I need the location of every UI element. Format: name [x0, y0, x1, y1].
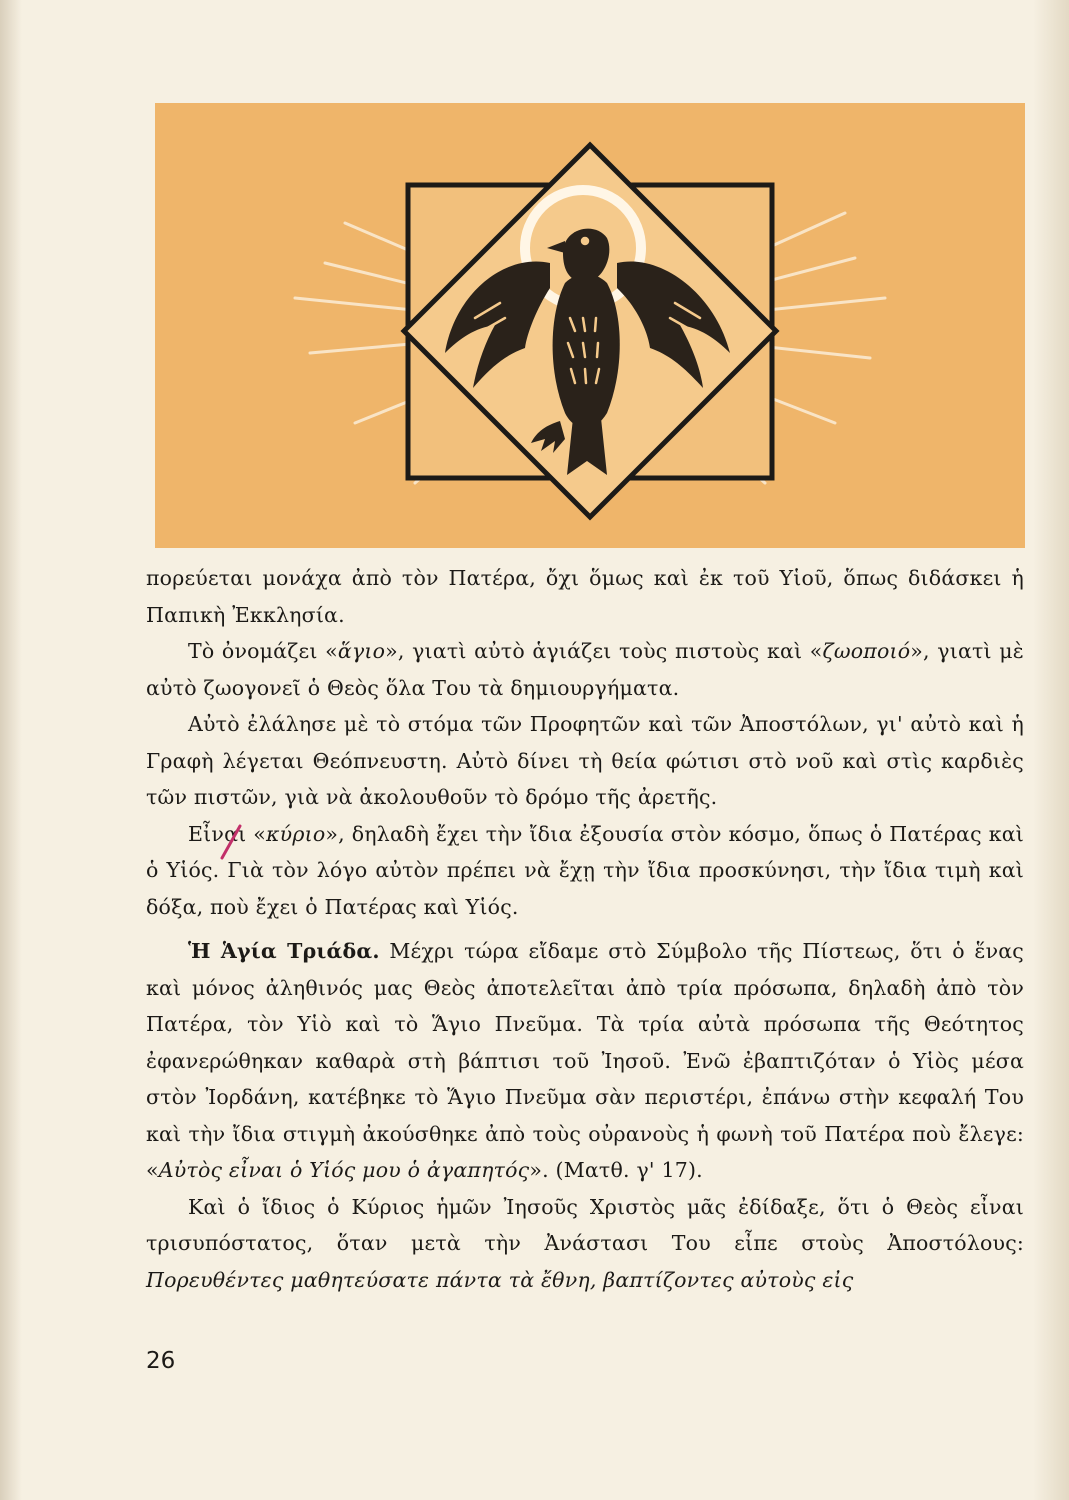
section-heading: Ἡ Ἁγία Τριάδα. [188, 939, 380, 963]
emphasis-text: ἅγιο [337, 639, 386, 663]
paragraph [146, 560, 1024, 633]
emphasis-text: Πορευθέντες μαθητεύσατε πάντα τὰ ἔθνη, βαπτίζοντες αὐτοὺς εἰς [146, 1267, 854, 1292]
pen-mark [218, 822, 248, 862]
paragraph [146, 633, 1024, 706]
text-run: Αὐτὸ ἐλάλησε μὲ τὸ στόμα τῶν Προφητῶν καὶ τῶν Ἀποστόλων, γι' αὐτὸ καὶ ἡ Γραφὴ λέγεται Θεόπνευστη. Αὐτὸ δίνει τὴ θεία φώτισι στὸ νοῦ καὶ στὶς καρδιὲς τῶν πιστῶν, γιὰ νὰ ἀκολουθοῦν τὸ δρόμο τῆς ἀρετῆς. [146, 712, 1024, 809]
text-run: Εἶναι « [188, 821, 267, 846]
text-run: Μέχρι τώρα εἴδαμε στὸ Σύμβολο τῆς Πίστεως, ὅτι ὁ ἕνας καὶ μόνος ἀληθινός μας Θεὸς ἀποτελεῖται ἀπὸ τρία πρόσωπα, δηλαδὴ ἀπὸ τὸν Πατέρα, τὸν Υἱὸ καὶ τὸ Ἅγιο Πνεῦμα. Τὰ τρία αὐτὰ πρόσωπα τῆς Θεότητος ἐφανερώθηκαν καθαρὰ στὴ βάπτισι τοῦ Ἰησοῦ. Ἐνῶ ἐβαπτιζόταν ὁ Υἱὸς μέσα στὸν Ἰορδάνη, κατέβηκε τὸ Ἅγιο Πνεῦμα σὰν περιστέρι, ἐπάνω στὴν κεφαλή Του καὶ τὴν ἴδια στιγμὴ ἀκούσθηκε ἀπὸ τοὺς οὐρανοὺς ἡ φωνὴ τοῦ Πατέρα ποὺ ἔλεγε: « [146, 939, 1024, 1182]
text-run: Τὸ ὀνομάζει « [188, 639, 338, 663]
paragraph [146, 1189, 1024, 1299]
emphasis-text: κύριο [266, 821, 326, 846]
eagle-illustration [155, 103, 1025, 548]
text-run: Καὶ ὁ ἴδιος ὁ Κύριος ἡμῶν Ἰησοῦς Χριστὸς μᾶς ἐδίδαξε, ὅτι ὁ Θεὸς εἶναι τρισυπόστατος, ὅταν μετὰ τὴν Ἀνάστασι Του εἶπε στοὺς Ἀποστόλους: [146, 1194, 1024, 1255]
text-run: », γιατὶ αὐτὸ ἁγιάζει τοὺς πιστοὺς καὶ « [385, 639, 823, 663]
text-run: », δηλαδὴ ἔχει τὴν ἴδια ἐξουσία στὸν κόσμο, ὅπως ὁ Πατέρας καὶ ὁ Υἱός. Γιὰ τὸν λόγο αὐτὸν πρέπει νὰ ἔχῃ τὴν ἴδια προσκύνησι, τὴν ἴδια τιμὴ καὶ δόξα, ποὺ ἔχει ὁ Πατέρας καὶ Υἱός. [146, 821, 1024, 919]
body-text [146, 560, 1024, 1298]
page-edge-shadow [1033, 0, 1069, 1500]
eagle-icon [155, 103, 1025, 548]
text-run: ». (Ματθ. γ' 17). [529, 1158, 703, 1182]
emphasis-text: ζωοποιό [822, 639, 911, 663]
paragraph [146, 933, 1024, 1189]
emphasis-text: Αὐτὸς εἶναι ὁ Υἱός μου ὁ ἀγαπητός [158, 1158, 530, 1182]
page-number: 26 [146, 1348, 176, 1374]
text-run: πορεύεται μονάχα ἀπὸ τὸν Πατέρα, ὄχι ὅμως καὶ ἐκ τοῦ Υἱοῦ, ὅπως διδάσκει ἡ Παπικὴ Ἐκκλησία. [146, 566, 1024, 627]
paragraph [146, 816, 1024, 926]
page-binding-shadow [0, 0, 22, 1500]
text-run: », γιατὶ μὲ αὐτὸ ζωογονεῖ ὁ Θεὸς ὅλα Του τὰ δημιουργήματα. [146, 639, 1024, 700]
paragraph [146, 706, 1024, 816]
